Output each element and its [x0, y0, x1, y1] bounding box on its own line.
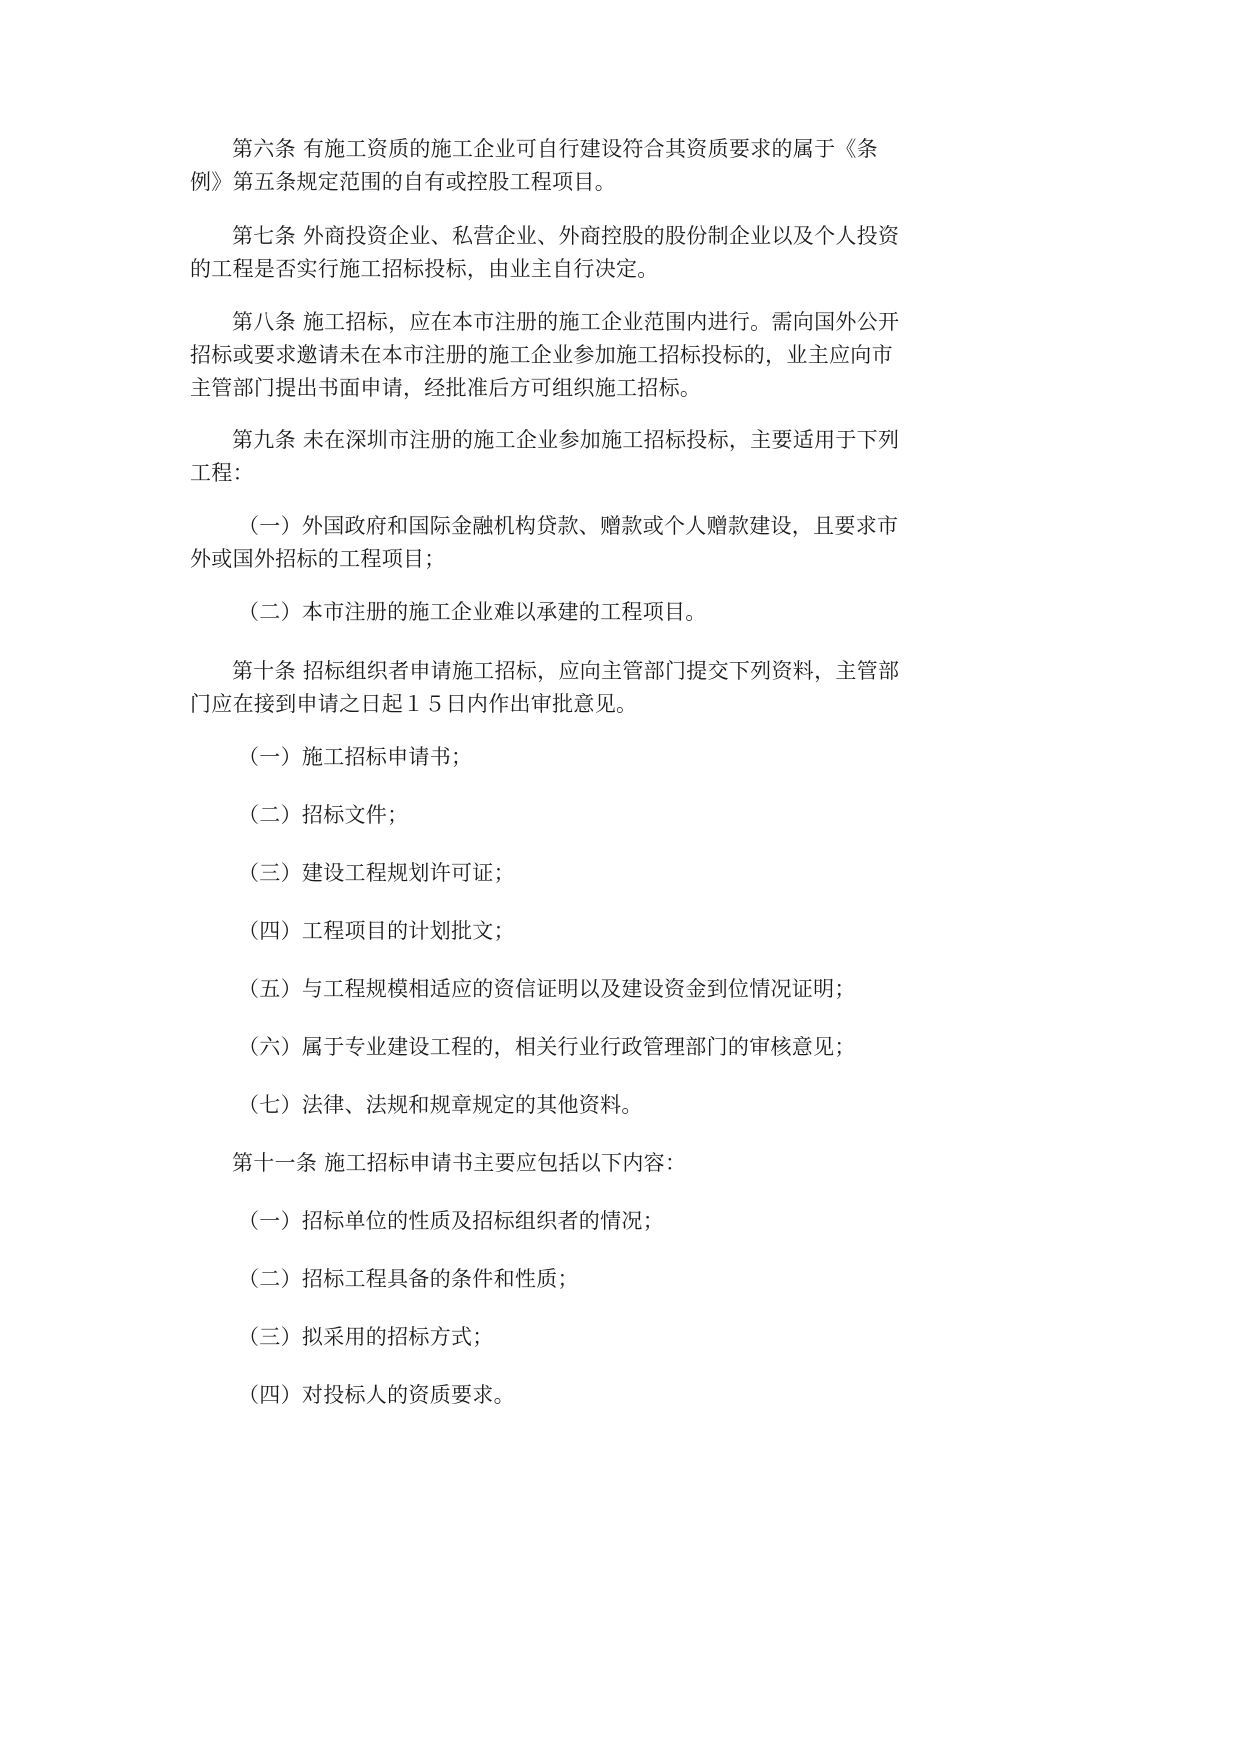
article-11-item-2: （二）招标工程具备的条件和性质；	[238, 1267, 579, 1291]
article-10-item-1: （一）施工招标申请书；	[238, 745, 473, 769]
article-10-item-6: （六）属于专业建设工程的，相关行业行政管理部门的审核意见；	[238, 1035, 856, 1059]
article-9-item-2: （二）本市注册的施工企业难以承建的工程项目。	[238, 600, 707, 624]
article-11: 第十一条 施工招标申请书主要应包括以下内容：	[232, 1151, 687, 1175]
article-10-item-2: （二）招标文件；	[238, 803, 409, 827]
article-10-item-4: （四）工程项目的计划批文；	[238, 919, 515, 943]
article-7: 第七条 外商投资企业、私营企业、外商控股的股份制企业以及个人投资的工程是否实行施工招标投标，由业主自行决定。	[190, 224, 900, 281]
article-11-item-3: （三）拟采用的招标方式；	[238, 1325, 494, 1349]
article-10: 第十条 招标组织者申请施工招标，应向主管部门提交下列资料，主管部门应在接到申请之日起１５日内作出审批意见。	[190, 659, 900, 716]
article-10-item-7: （七）法律、法规和规章规定的其他资料。	[238, 1093, 643, 1117]
article-10-item-3: （三）建设工程规划许可证；	[238, 861, 515, 885]
article-6: 第六条 有施工资质的施工企业可自行建设符合其资质要求的属于《条例》第五条规定范围的自有或控股工程项目。	[190, 137, 878, 194]
article-9-item-1: （一）外国政府和国际金融机构贷款、赠款或个人赠款建设，且要求市外或国外招标的工程项目；	[190, 514, 899, 571]
article-11-item-4: （四）对投标人的资质要求。	[238, 1383, 515, 1407]
article-10-item-5: （五）与工程规模相适应的资信证明以及建设资金到位情况证明；	[238, 977, 856, 1001]
article-8: 第八条 施工招标，应在本市注册的施工企业范围内进行。需向国外公开招标或要求邀请未在本市注册的施工企业参加施工招标投标的，业主应向市主管部门提出书面申请，经批准后方可组织施工招标。	[190, 310, 900, 400]
article-9: 第九条 未在深圳市注册的施工企业参加施工招标投标，主要适用于下列工程：	[190, 428, 900, 485]
article-11-item-1: （一）招标单位的性质及招标组织者的情况；	[238, 1209, 664, 1233]
